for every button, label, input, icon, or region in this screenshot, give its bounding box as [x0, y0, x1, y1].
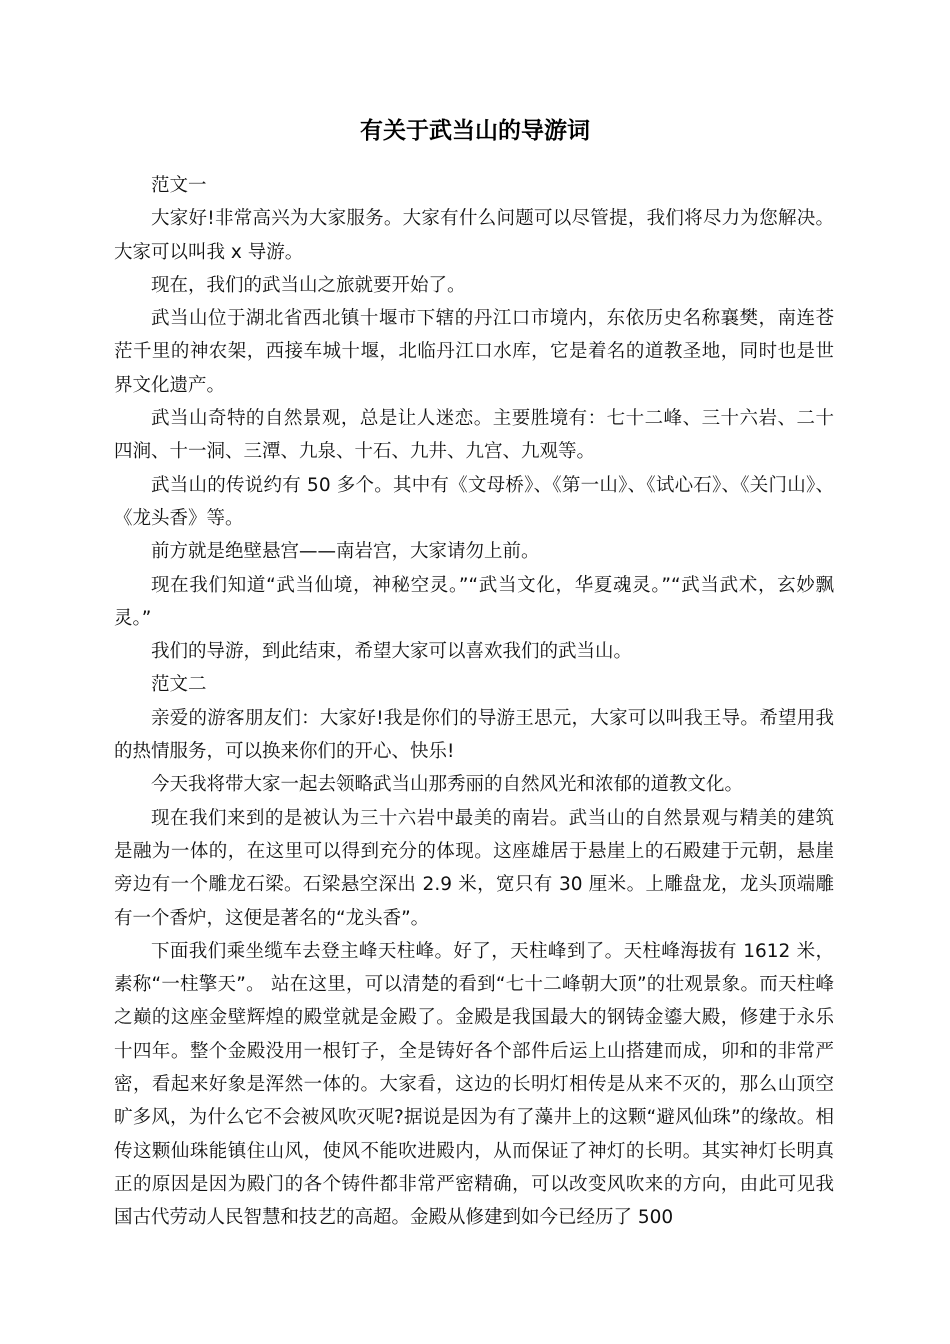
paragraph: 亲爱的游客朋友们：大家好!我是你们的导游王思元，大家可以叫我王导。希望用我的热情服务，可以换来你们的开心、快乐! — [114, 707, 834, 763]
document-body — [114, 169, 834, 1235]
paragraph: 武当山奇特的自然景观，总是让人迷恋。主要胜境有：七十二峰、三十六岩、二十四涧、十一洞、三潭、九泉、十石、九井、九宫、九观等。 — [114, 408, 834, 463]
paragraph: 前方就是绝壁悬宫——南岩宫，大家请勿上前。 — [151, 541, 540, 563]
paragraph: 今天我将带大家一起去领略武当山那秀丽的自然风光和浓郁的道教文化。 — [151, 774, 744, 796]
section-heading-1: 范文一 — [151, 175, 207, 196]
paragraph: 武当山位于湖北省西北镇十堰市下辖的丹江口市境内，东依历史名称襄樊，南连苍茫千里的神农架，西接车城十堰，北临丹江口水库，它是着名的道教圣地，同时也是世界文化遗产。 — [114, 308, 834, 396]
paragraph: 我们的导游，到此结束，希望大家可以喜欢我们的武当山。 — [151, 641, 633, 663]
paragraph: 现在我们来到的是被认为三十六岩中最美的南岩。武当山的自然景观与精美的建筑是融为一体的，在这里可以得到充分的体现。这座雄居于悬崖上的石殿建于元朝，悬崖旁边有一个雕龙石梁。石梁悬空深出 2.9 米，宽只有 30 厘米。上雕盘龙，龙头顶端雕有一个香炉，这便是著名的“龙头香”。 — [114, 807, 834, 929]
paragraph: 下面我们乘坐缆车去登主峰天柱峰。好了，天柱峰到了。天柱峰海拔有 1612 米，素称“一柱擎天”。 站在这里，可以清楚的看到“七十二峰朝大顶”的壮观景象。而天柱峰之巅的这座金壁辉煌的殿堂就是金殿了。金殿是我国最大的钢铸金鎏大殿，修建于永乐十四年。整个金殿没用一根钉子，全是铸好各个部件后运上山搭建而成，卯和的非常严密，看起来好象是浑然一体的。大家看，这边的长明灯相传是从来不灭的，那么山顶空旷多风，为什么它不会被风吹灭呢?据说是因为有了藻井上的这颗“避风仙珠”的缘故。相传这颗仙珠能镇住山风，使风不能吹进殿内，从而保证了神灯的长明。其实神灯长明真正的原因是因为殿门的各个铸件都非常严密精确，可以改变风吹来的方向，由此可见我国古代劳动人民智慧和技艺的高超。金殿从修建到如今已经历了 500 — [114, 940, 834, 1229]
section-heading-2: 范文二 — [151, 674, 207, 696]
paragraph: 现在我们知道“武当仙境，神秘空灵。”“武当文化，华夏魂灵。”“武当武术，玄妙飘灵。” — [114, 574, 834, 629]
document-title: 有关于武当山的导游词 — [360, 118, 590, 144]
paragraph: 现在，我们的武当山之旅就要开始了。 — [151, 274, 466, 296]
paragraph: 武当山的传说约有 50 多个。其中有《文母桥》、《第一山》、《试心石》、《关门山》、《龙头香》等。 — [114, 474, 834, 529]
paragraph: 大家好!非常高兴为大家服务。大家有什么问题可以尽管提，我们将尽力为您解决。大家可以叫我 x 导游。 — [114, 208, 834, 263]
